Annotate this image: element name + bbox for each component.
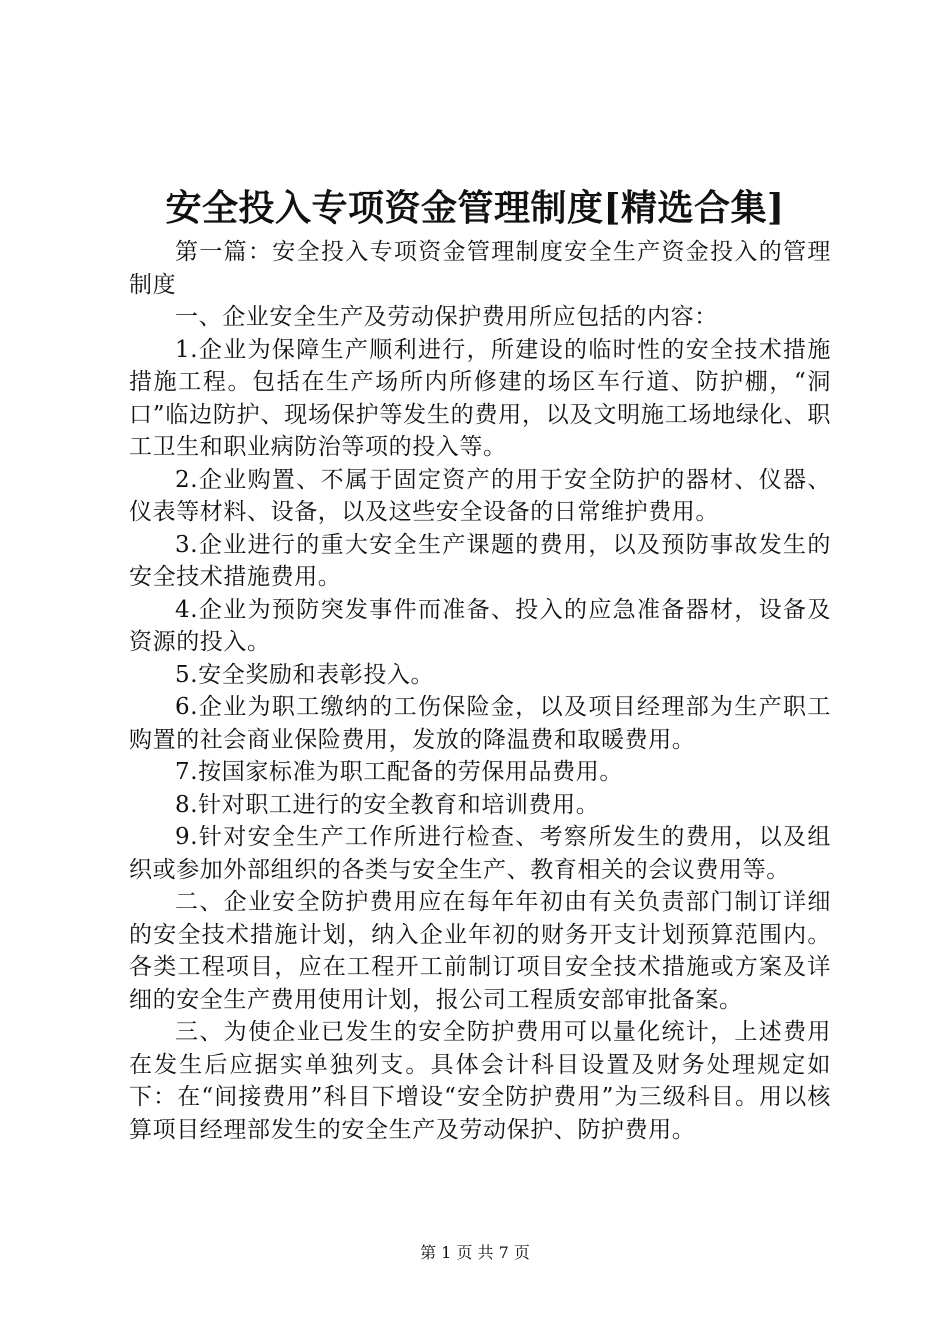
paragraph-item-6: 6.企业为职工缴纳的工伤保险金，以及项目经理部为生产职工购置的社会商业保险费用，发放的降温费和取暖费用。 [129, 694, 831, 753]
paragraph-item-1: 1.企业为保障生产顺利进行，所建设的临时性的安全技术措施措施工程。包括在生产场所内所修建的场区车行道、防护棚，“洞口”临边防护、现场保护等发生的费用，以及文明施工场地绿化、职工卫生和职业病防治等项的投入等。 [129, 336, 831, 460]
paragraph-heading: 第一篇：安全投入专项资金管理制度安全生产资金投入的管理制度 [129, 239, 831, 298]
page-number-footer: 第 1 页 共 7 页 [420, 1243, 530, 1262]
paragraph-section-3: 三、为使企业已发生的安全防护费用可以量化统计，上述费用在发生后应据实单独列支。具体会计科目设置及财务处理规定如下：在“间接费用”科目下增设“安全防护费用”为三级科目。用以核算项目经理部发生的安全生产及劳动保护、防护费用。 [129, 1019, 831, 1143]
paragraph-item-3: 3.企业进行的重大安全生产课题的费用，以及预防事故发生的安全技术措施费用。 [129, 531, 831, 590]
paragraph-item-9: 9.针对安全生产工作所进行检查、考察所发生的费用，以及组织或参加外部组织的各类与安全生产、教育相关的会议费用等。 [129, 824, 831, 883]
paragraph-section-2: 二、企业安全防护费用应在每年年初由有关负责部门制订详细的安全技术措施计划，纳入企业年初的财务开支计划预算范围内。各类工程项目，应在工程开工前制订项目安全技术措施或方案及详细的安全生产费用使用计划，报公司工程质安部审批备案。 [129, 889, 831, 1013]
paragraph-item-2: 2.企业购置、不属于固定资产的用于安全防护的器材、仪器、仪表等材料、设备，以及这些安全设备的日常维护费用。 [129, 466, 831, 525]
document-body [129, 236, 831, 1146]
document-title: 安全投入专项资金管理制度[精选合集] [165, 187, 785, 229]
paragraph-item-8: 8.针对职工进行的安全教育和培训费用。 [175, 791, 600, 818]
paragraph-item-7: 7.按国家标准为职工配备的劳保用品费用。 [175, 759, 623, 785]
paragraph-section-1: 一、企业安全生产及劳动保护费用所应包括的内容： [175, 304, 718, 330]
paragraph-item-4: 4.企业为预防突发事件而准备、投入的应急准备器材，设备及资源的投入。 [129, 596, 831, 655]
paragraph-item-5: 5.安全奖励和表彰投入。 [175, 661, 435, 688]
